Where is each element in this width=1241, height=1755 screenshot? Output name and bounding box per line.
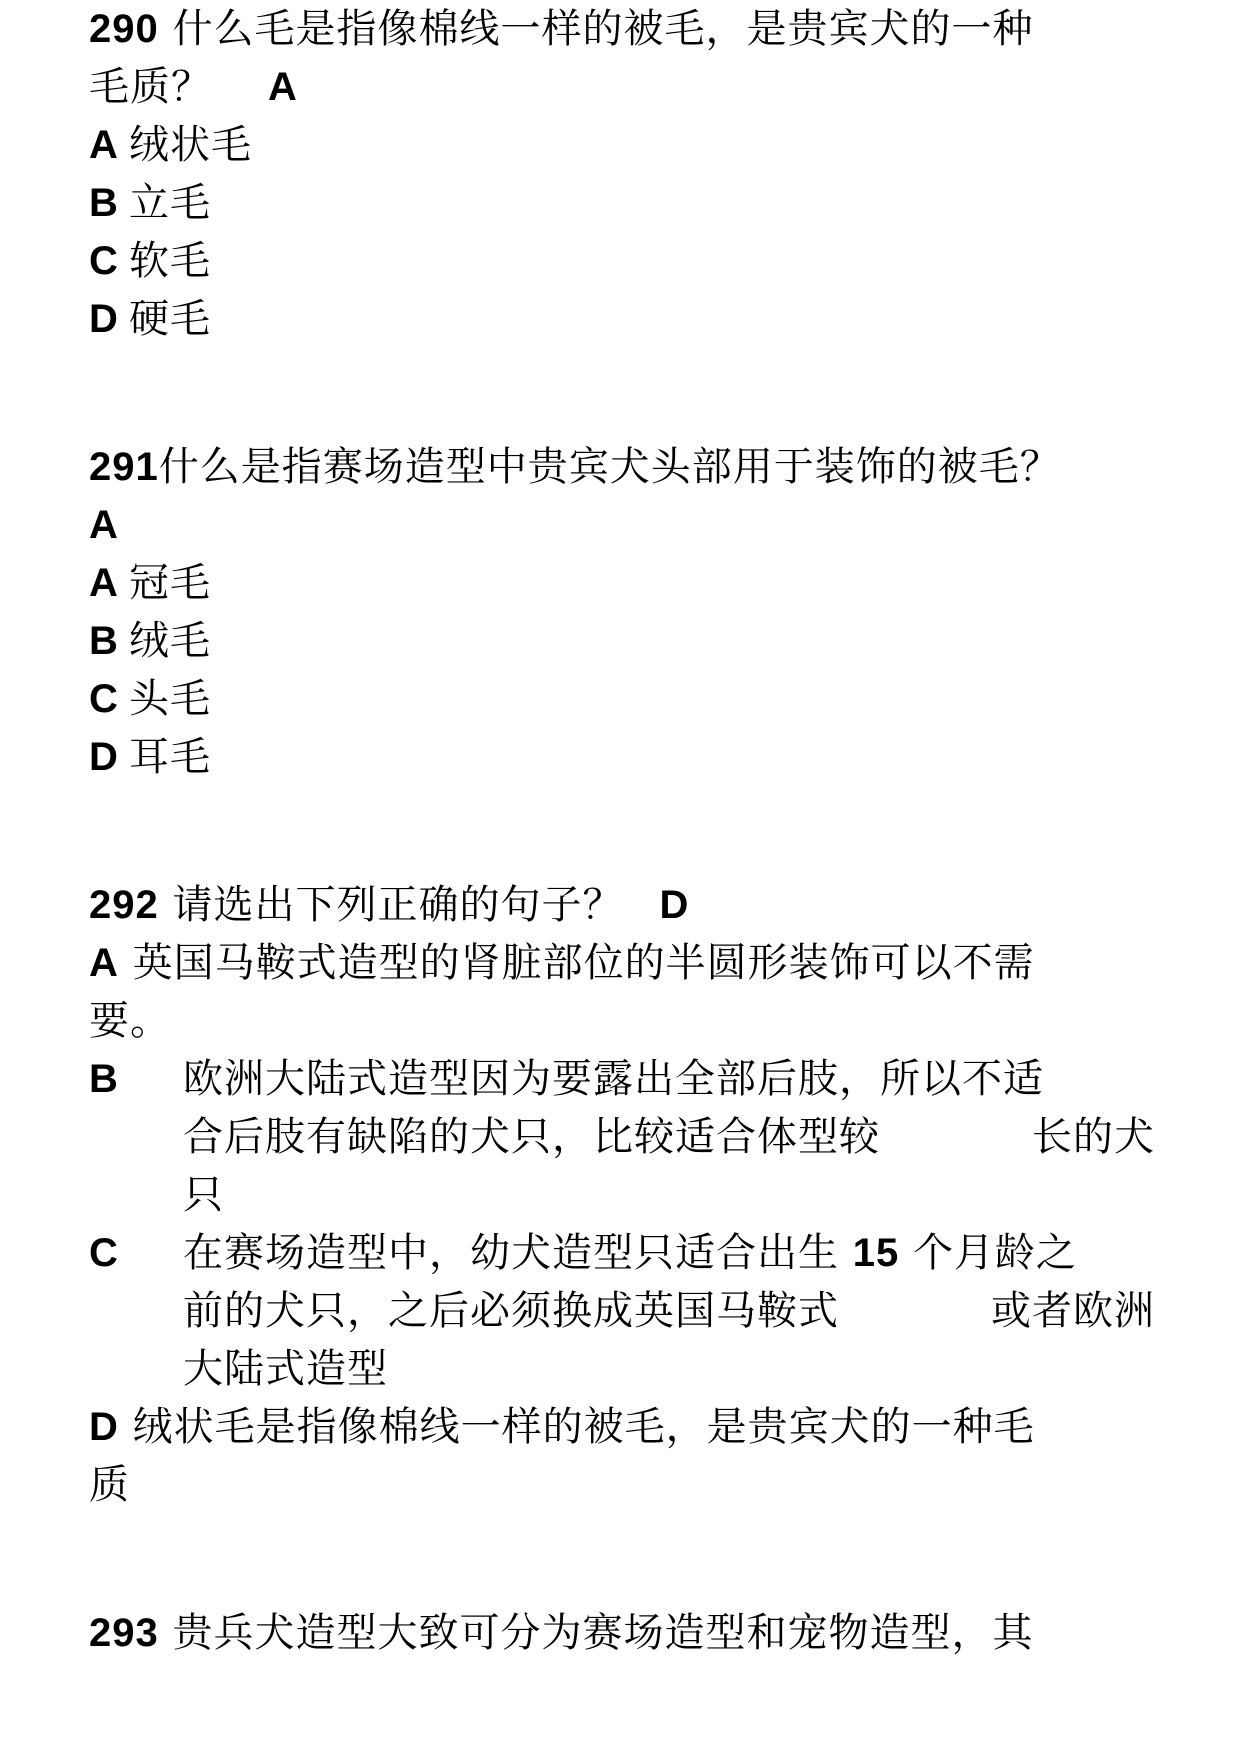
question-stem [89,1604,1155,1662]
option-text-line [183,1224,1155,1282]
option-text: 绒状毛是指像棉线一样的被毛，是贵宾犬的一种毛 [132,1404,1035,1450]
option-b [89,1050,1155,1224]
option-a [89,554,1155,612]
question-292 [89,876,1155,1514]
option-text-line [183,1282,1155,1340]
answer-line [89,496,1155,554]
option-b [89,174,1155,232]
option-text: 耳毛 [129,734,211,780]
option-text: 在赛场造型中，幼犬造型只适合出生 [183,1230,839,1276]
option-letter: C [89,1231,119,1275]
question-stem [89,0,1155,58]
question-number: 292 [89,883,159,927]
option-c [89,670,1155,728]
option-c [89,232,1155,290]
option-text: 硬毛 [129,296,211,342]
option-d-cont [89,1456,1155,1514]
option-letter: D [89,1405,119,1449]
question-number: 290 [89,7,159,51]
option-text: 头毛 [129,676,211,722]
option-letter: C [89,677,119,721]
option-text-line [183,1108,1155,1166]
option-text: 个月龄之 [912,1230,1077,1276]
option-text: 冠毛 [129,560,211,606]
option-c [89,1224,1155,1398]
option-d [89,290,1155,348]
option-a-cont [89,992,1155,1050]
option-text-block [183,1050,1155,1224]
option-text: 要。 [89,998,171,1044]
option-text: 绒状毛 [129,122,252,168]
option-text: 只 [183,1172,224,1218]
answer-key: D [659,883,690,927]
option-text: 合后肢有缺陷的犬只，比较适合体型较 [183,1114,880,1160]
answer-key: A [268,65,298,109]
question-text: 毛质？ [89,64,212,110]
question-text: 请选出下列正确的句子？ [172,882,624,928]
question-stem-cont [89,58,1155,116]
option-letter: B [89,181,119,225]
option-text: 欧洲大陆式造型因为要露出全部后肢，所以不适 [183,1056,1044,1102]
option-text: 大陆式造型 [183,1346,388,1392]
option-letter: C [89,239,119,283]
option-number: 15 [852,1231,900,1275]
option-text: 质 [89,1462,130,1508]
option-letter: A [89,561,119,605]
option-a [89,116,1155,174]
option-text: 立毛 [129,180,211,226]
question-number: 293 [89,1611,159,1655]
option-b [89,612,1155,670]
option-text: 长的犬 [1032,1114,1155,1160]
option-text: 前的犬只，之后必须换成英国马鞍式 [183,1288,839,1334]
option-letter: A [89,941,119,985]
option-d [89,1398,1155,1456]
option-text: 绒毛 [129,618,211,664]
option-d [89,728,1155,786]
option-text-block [183,1224,1155,1398]
answer-key: A [89,503,119,547]
option-letter: A [89,123,119,167]
document-page [89,0,1155,1662]
option-a [89,934,1155,992]
option-letter: D [89,735,119,779]
question-290 [89,0,1155,348]
option-letter: B [89,1057,119,1101]
question-293 [89,1604,1155,1662]
question-text: 什么是指赛场造型中贵宾犬头部用于装饰的被毛？ [158,444,1061,490]
option-text: 英国马鞍式造型的肾脏部位的半圆形装饰可以不需 [132,940,1035,986]
option-letter: D [89,297,119,341]
option-text: 或者欧洲 [991,1288,1155,1334]
question-stem [89,876,1155,934]
question-stem [89,438,1155,496]
question-291 [89,438,1155,786]
option-text: 软毛 [129,238,211,284]
option-letter: B [89,619,119,663]
question-number: 291 [89,445,159,489]
question-text: 什么毛是指像棉线一样的被毛，是贵宾犬的一种 [172,6,1034,52]
question-text: 贵兵犬造型大致可分为赛场造型和宠物造型，其 [172,1610,1034,1656]
